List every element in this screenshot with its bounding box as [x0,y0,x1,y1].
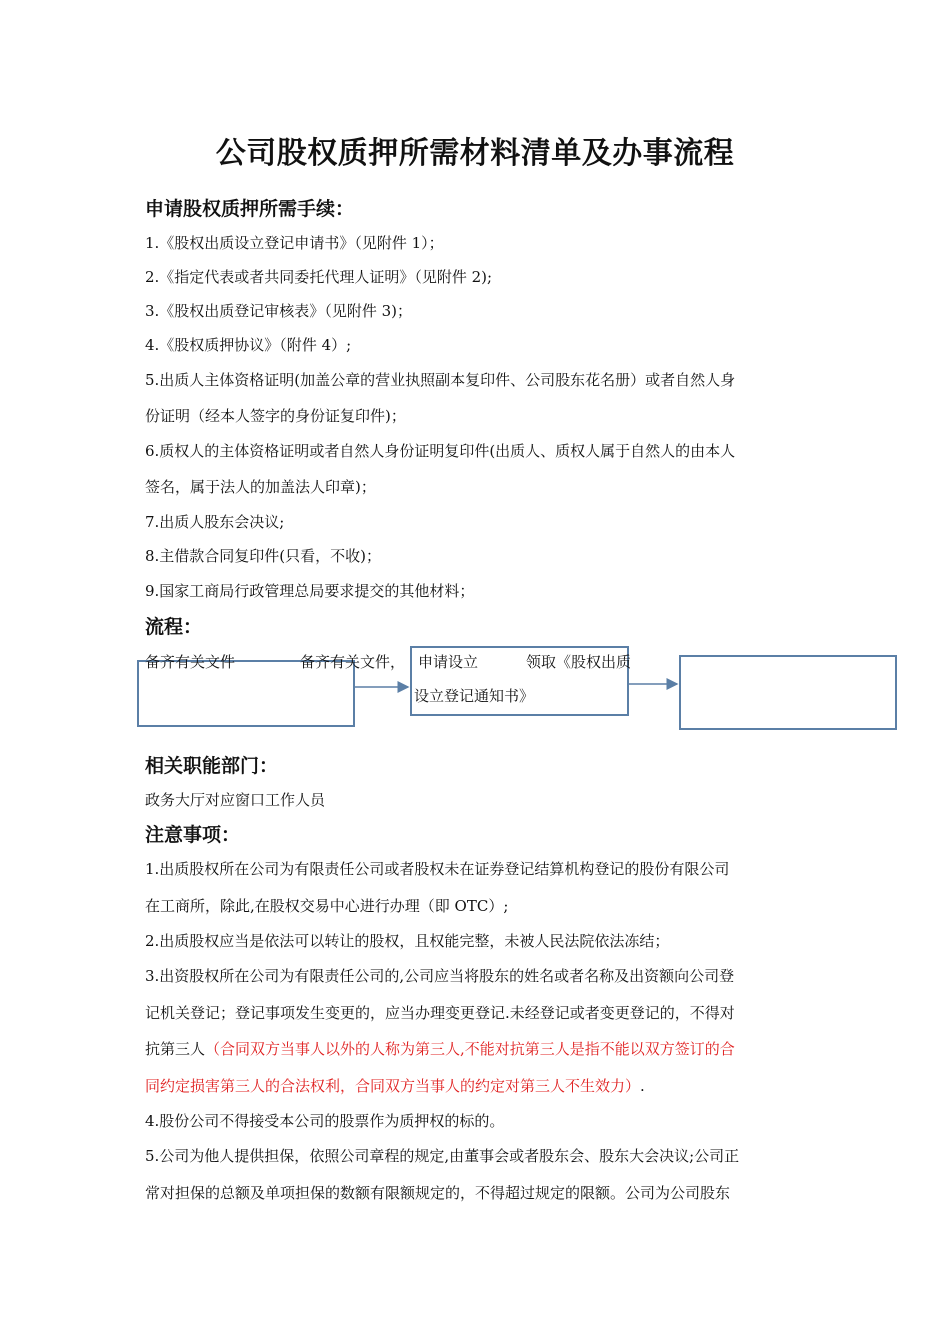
list-item: 签名，属于法人的加盖法人印章)； [145,478,376,496]
note-line: 常对担保的总额及单项担保的数额有限额规定的，不得超过规定的限额。公司为公司股东 [145,1184,731,1202]
note-text: . [640,1077,645,1095]
list-item: 6.质权人的主体资格证明或者自然人身份证明复印件(出质人、质权人属于自然人的由本人 [145,442,736,460]
list-item: 3.《股权出质登记审核表》（见附件 3)； [145,302,412,320]
note-red-text: 同约定损害第三人的合法权利，合同双方当事人的约定对第三人不生效力） [145,1077,641,1095]
list-item: 9.国家工商局行政管理总局要求提交的其他材料； [145,582,475,600]
flow-step-2-label-b: 申请设立 [418,653,479,671]
note-line: 3.出资股权所在公司为有限责任公司的,公司应当将股东的姓名或者名称及出资额向公司登 [145,967,735,985]
note-line: 4.股份公司不得接受本公司的股票作为质押权的标的。 [145,1112,505,1130]
flow-step-2-label: 备齐有关文件， [300,653,406,671]
note-line [145,1038,735,1059]
note-line: 记机关登记；登记事项发生变更的，应当办理变更登记.未经登记或者变更登记的，不得对 [145,1004,735,1022]
list-item: 5.出质人主体资格证明(加盖公章的营业执照副本复印件、公司股东花名册）或者自然人身 [145,371,736,389]
flow-step-1-label: 备齐有关文件 [145,653,236,671]
list-item: 份证明（经本人签字的身份证复印件)； [145,407,406,425]
flow-step-3-label: 领取《股权出质 [526,653,632,671]
note-text: 抗第三人 [145,1040,206,1058]
note-line: 5.公司为他人提供担保，依照公司章程的规定,由董事会或者股东会、股东大会决议;公司正 [145,1147,740,1165]
note-red-text: （合同双方当事人以外的人称为第三人,不能对抗第三人是指不能以双方签订的合 [205,1040,735,1058]
note-line: 1.出质股权所在公司为有限责任公司或者股权未在证券登记结算机构登记的股份有限公司 [145,860,730,878]
list-item: 1.《股权出质设立登记申请书》（见附件 1）； [145,234,444,252]
section-heading-department: 相关职能部门： [145,755,279,777]
flow-step-3-label-b: 设立登记通知书》 [414,687,535,705]
section-heading-notes: 注意事项： [145,824,241,846]
note-line [145,1075,645,1096]
department-text: 政务大厅对应窗口工作人员 [145,791,326,809]
section-heading-flow: 流程： [145,616,203,638]
note-line: 在工商所，除此,在股权交易中心进行办理（即 OTC）; [145,897,509,915]
list-item: 4.《股权质押协议》（附件 4）; [145,336,352,354]
list-item: 7.出质人股东会决议; [145,513,285,531]
page-title: 公司股权质押所需材料清单及办事流程 [215,136,735,171]
list-item: 8.主借款合同复印件(只看，不收)； [145,547,382,565]
note-line: 2.出质股权应当是依法可以转让的股权，且权能完整，未被人民法院依法冻结； [145,932,670,950]
list-item: 2.《指定代表或者共同委托代理人证明》（见附件 2); [145,268,493,286]
section-heading-procedures: 申请股权质押所需手续： [145,198,355,220]
